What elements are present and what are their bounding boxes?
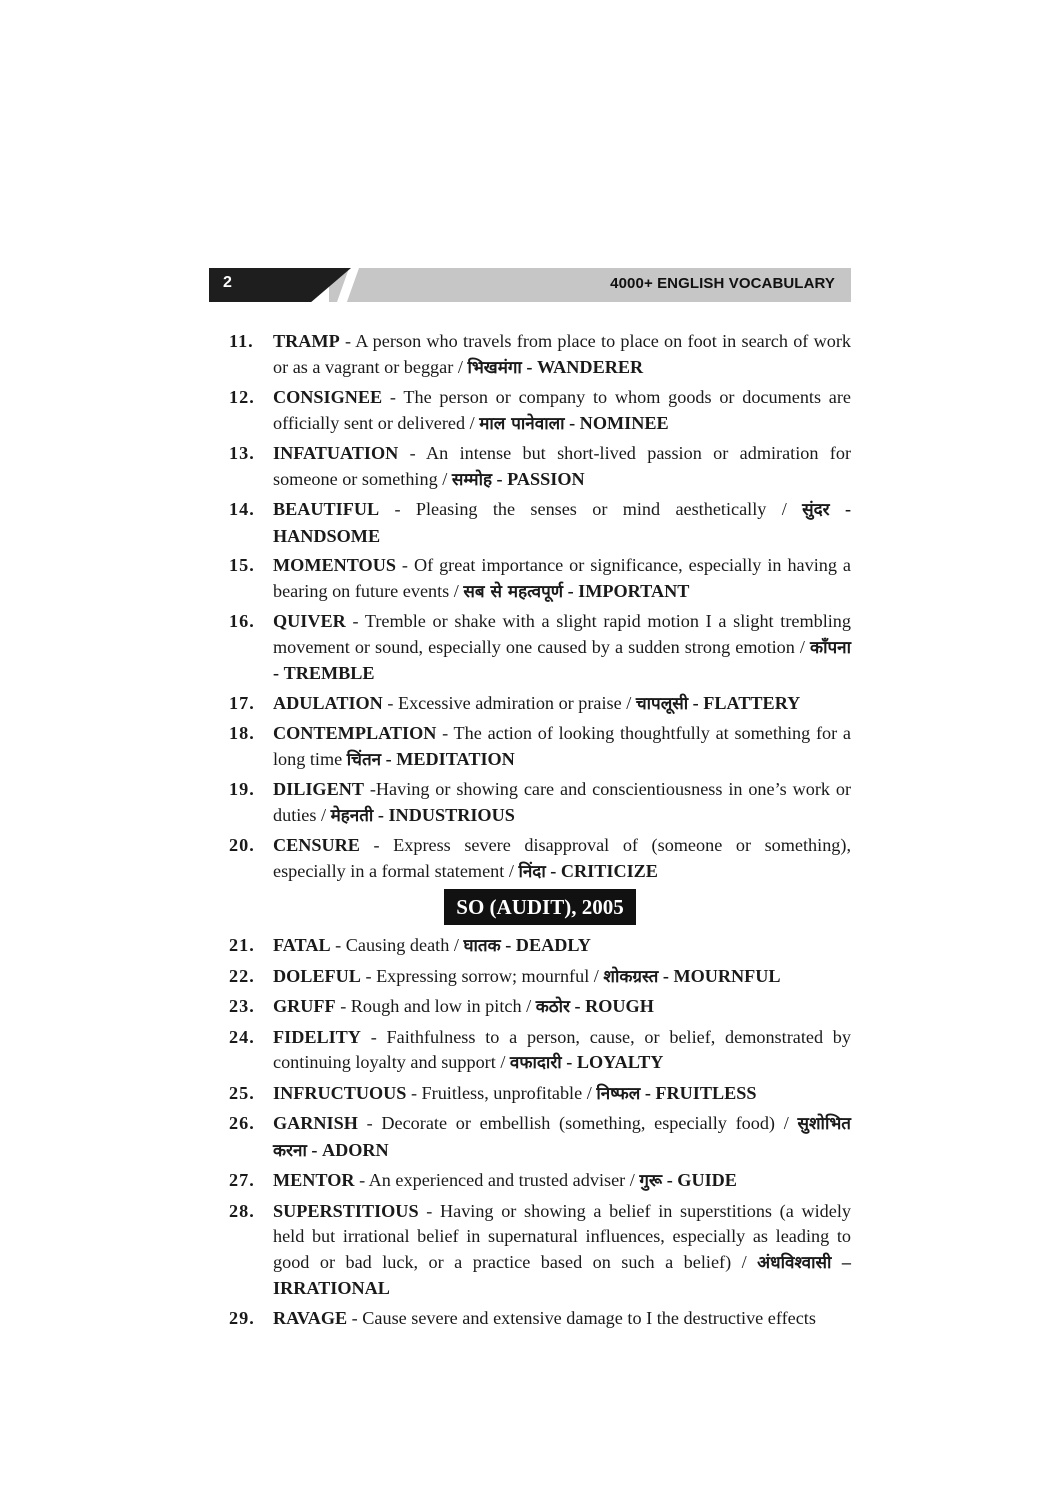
entry-word: INFATUATION: [273, 443, 399, 463]
entry-word: SUPERSTITIOUS: [273, 1200, 419, 1221]
entry-hindi-meaning: शोकग्रस्त: [603, 966, 659, 987]
entry-word: FIDELITY: [273, 1026, 361, 1047]
entry-word: CENSURE: [273, 835, 360, 855]
entry-hindi-meaning: सुंदर: [802, 500, 830, 520]
entry-synonym: - LOYALTY: [561, 1052, 664, 1072]
entry-word: DILIGENT: [273, 779, 364, 799]
entry-hindi-meaning: घातक: [463, 936, 501, 956]
vocab-entry: [229, 1306, 851, 1333]
entry-number: 23.: [229, 996, 255, 1016]
entry-number: 21.: [229, 935, 255, 955]
entry-word: CONSIGNEE: [273, 387, 383, 407]
entry-synonym: - MOURNFUL: [658, 965, 781, 986]
entry-synonym: - ADORN: [306, 1139, 389, 1160]
entry-definition: - Tremble or shake with a slight rapid motion I a slight trembling movement or sound, especially one caused by a sudden strong emotion /: [273, 611, 851, 657]
entry-hindi-meaning: मेहनती: [330, 805, 374, 826]
entry-number: 24.: [229, 1026, 255, 1047]
entry-word: GRUFF: [273, 996, 336, 1016]
entry-hindi-meaning: चापलूसी: [635, 693, 689, 714]
entry-hindi-meaning: सम्मोह: [451, 469, 492, 490]
vocab-entry: [229, 933, 851, 960]
vocab-entry: [229, 1199, 851, 1302]
entries-group-a: [229, 329, 851, 885]
entry-hindi-meaning: वफादारी: [509, 1053, 562, 1073]
entry-definition: - Expressing sorrow; mournful /: [360, 965, 604, 986]
entry-synonym: - TREMBLE: [273, 663, 375, 683]
vocab-entry: [229, 964, 851, 991]
book-title: 4000+ ENGLISH VOCABULARY: [610, 275, 835, 292]
entry-definition: - Rough and low in pitch /: [335, 996, 536, 1016]
entry-synonym: - WANDERER: [521, 356, 644, 377]
entry-hindi-meaning: सुशोभित करना: [273, 1114, 851, 1161]
entry-synonym: - GUIDE: [662, 1170, 737, 1190]
entry-synonym: - CRITICIZE: [545, 860, 658, 881]
entry-number: 12.: [229, 387, 255, 407]
entry-word: ADULATION: [273, 692, 383, 713]
entry-hindi-meaning: निष्फल: [596, 1083, 641, 1104]
entry-synonym: - FLATTERY: [688, 692, 801, 713]
entry-word: QUIVER: [273, 611, 346, 631]
entry-hindi-meaning: निंदा: [518, 861, 546, 882]
vocab-entry: [229, 777, 851, 829]
entry-definition: -Having or showing care and conscientiousness in one’s work or duties /: [273, 779, 851, 825]
entry-synonym: - NOMINEE: [564, 412, 669, 433]
entry-definition: - Causing death /: [330, 935, 464, 955]
vocabulary-list: [229, 329, 851, 1336]
entry-hindi-meaning: काँपना: [810, 637, 851, 658]
entry-definition: - Of great importance or significance, especially in having a bearing on future events /: [273, 555, 851, 601]
entry-definition: - A person who travels from place to place on foot in search of work or as a vagrant or beggar /: [273, 331, 851, 377]
entry-word: MOMENTOUS: [273, 555, 396, 575]
entry-synonym: - FRUITLESS: [640, 1082, 757, 1103]
entry-definition: - Decorate or embellish (something, especially food) /: [357, 1113, 798, 1133]
entry-number: 13.: [229, 443, 255, 463]
vocab-entry: [229, 385, 851, 437]
entries-group-b: [229, 933, 851, 1332]
vocab-entry: [229, 1025, 851, 1077]
entry-number: 19.: [229, 779, 255, 799]
entry-definition: - Cause severe and extensive damage to I the destructive effects: [347, 1307, 816, 1328]
entry-definition: - Pleasing the senses or mind aesthetically /: [379, 499, 803, 519]
entry-word: INFRUCTUOUS: [273, 1082, 407, 1103]
entry-number: 14.: [229, 499, 255, 519]
entry-word: CONTEMPLATION: [273, 723, 437, 743]
vocab-entry: [229, 1081, 851, 1108]
vocab-entry: [229, 1168, 851, 1195]
entry-hindi-meaning: सब से महत्वपूर्ण: [463, 581, 564, 602]
vocab-entry: [229, 329, 851, 381]
entry-definition: - Faithfulness to a person, cause, or belief, demonstrated by continuing loyalty and support /: [273, 1026, 851, 1072]
entry-definition: - An experienced and trusted adviser /: [354, 1170, 640, 1190]
entry-definition: - Fruitless, unprofitable /: [406, 1082, 597, 1103]
entry-synonym: - ROUGH: [569, 996, 654, 1016]
page-header: [209, 268, 851, 302]
vocab-entry: [229, 441, 851, 493]
entry-synonym: - DEADLY: [500, 935, 591, 955]
entry-definition: - An intense but short-lived passion or admiration for someone or something /: [273, 443, 851, 489]
entry-synonym: - MEDITATION: [381, 748, 515, 769]
section-heading: SO (AUDIT), 2005: [444, 889, 635, 925]
page-number: 2: [223, 274, 232, 291]
entry-definition: - Excessive admiration or praise /: [382, 692, 636, 713]
entry-word: RAVAGE: [273, 1307, 348, 1328]
entry-number: 29.: [229, 1307, 255, 1328]
entry-number: 22.: [229, 965, 255, 986]
vocab-entry: [229, 833, 851, 885]
entry-synonym: – IRRATIONAL: [273, 1251, 852, 1298]
entry-number: 28.: [229, 1200, 255, 1221]
entry-definition: - The person or company to whom goods or documents are officially sent or delivered /: [273, 387, 851, 433]
vocab-entry: [229, 721, 851, 773]
entry-number: 25.: [229, 1082, 255, 1103]
entry-synonym: - IMPORTANT: [563, 580, 690, 601]
entry-word: GARNISH: [273, 1113, 358, 1133]
entry-number: 18.: [229, 723, 255, 743]
entry-definition: - The action of looking thoughtfully at something for a long time: [273, 723, 851, 769]
vocab-entry: [229, 497, 851, 549]
entry-synonym: - PASSION: [492, 468, 585, 489]
entry-number: 16.: [229, 611, 255, 631]
entry-number: 11.: [229, 331, 254, 351]
vocab-entry: [229, 691, 851, 718]
entry-hindi-meaning: कठोर: [535, 997, 570, 1017]
entry-word: FATAL: [273, 935, 331, 955]
entry-word: BEAUTIFUL: [273, 499, 380, 519]
entry-definition: - Having or showing a belief in superstitions (a widely held but irrational belief in supernatural influences, especially as leading to good or bad luck, or a practice based on such a belief) /: [273, 1200, 851, 1272]
entry-word: MENTOR: [273, 1170, 355, 1190]
entry-hindi-meaning: गुरू: [639, 1171, 663, 1191]
entry-number: 20.: [229, 835, 255, 855]
entry-number: 27.: [229, 1170, 255, 1190]
entry-word: DOLEFUL: [273, 965, 361, 986]
entry-number: 15.: [229, 555, 255, 575]
entry-definition: - Express severe disapproval of (someone or something), especially in a formal statement /: [273, 835, 851, 881]
entry-hindi-meaning: माल पानेवाला: [479, 413, 565, 434]
entry-number: 26.: [229, 1113, 255, 1133]
vocab-entry: [229, 1111, 851, 1164]
entry-hindi-meaning: अंधविश्वासी: [757, 1252, 832, 1273]
entry-synonym: - INDUSTRIOUS: [373, 804, 515, 825]
entry-word: TRAMP: [273, 331, 340, 351]
vocab-entry: [229, 994, 851, 1021]
entry-hindi-meaning: चिंतन: [346, 749, 382, 770]
entry-number: 17.: [229, 692, 255, 713]
section-heading-wrap: [229, 889, 851, 925]
entry-synonym: - HANDSOME: [273, 499, 851, 546]
vocab-entry: [229, 609, 851, 687]
entry-hindi-meaning: भिखमंगा: [467, 357, 522, 378]
vocab-entry: [229, 553, 851, 605]
